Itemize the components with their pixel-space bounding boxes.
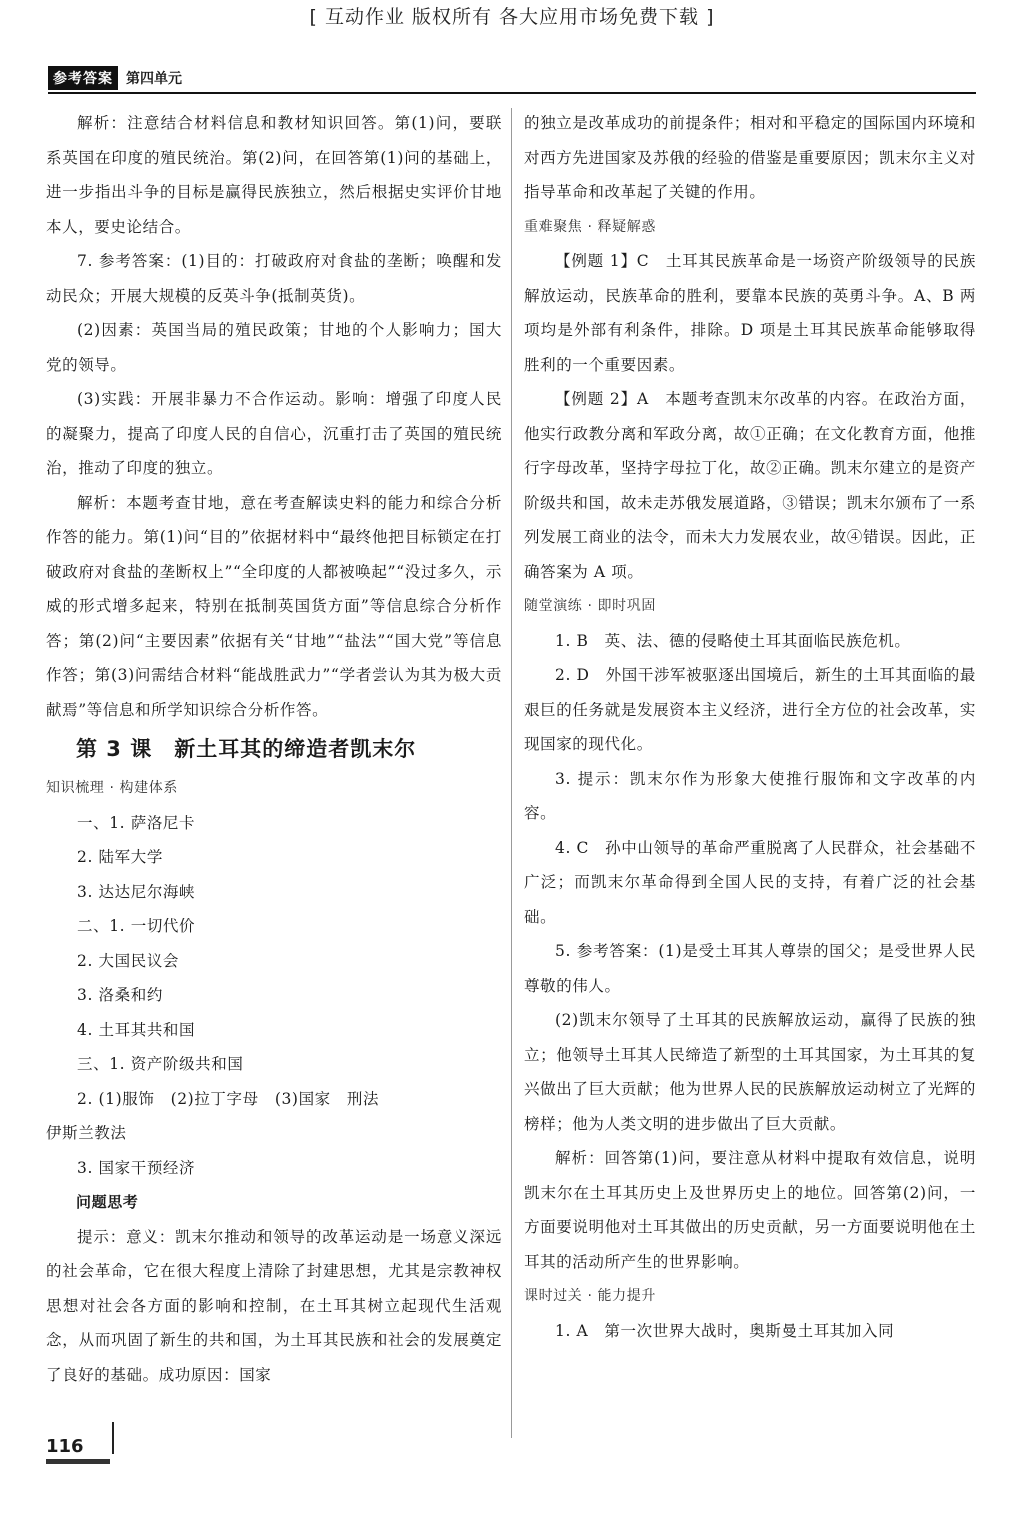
answer-item: 5. 参考答案：(1)是受土耳其人尊崇的国父；是受世界人民尊敬的伟人。 bbox=[524, 942, 976, 995]
subheading-question: 问题思考 bbox=[76, 1193, 139, 1211]
list-item: 三、1. 资产阶级共和国 bbox=[77, 1055, 244, 1073]
left-column bbox=[46, 106, 502, 1392]
answer-badge: 参考答案 bbox=[48, 66, 118, 90]
answer-7-part3: (3)实践：开展非暴力不合作运动。影响：增强了印度人民的凝聚力，提高了印度人民的自信心，沉重打击了英国的殖民统治，推动了印度的独立。 bbox=[46, 390, 502, 477]
list-item: 2. 大国民议会 bbox=[77, 951, 180, 970]
footer-tick bbox=[112, 1422, 114, 1454]
answer-item: 4. C 孙中山领导的革命严重脱离了人民群众，社会基础不广泛；而凯末尔革命得到全国人民的支持，有着广泛的社会基础。 bbox=[524, 838, 976, 926]
list-item: 3. 洛桑和约 bbox=[77, 986, 163, 1004]
column-divider bbox=[511, 108, 512, 1438]
answer-item: 1. A 第一次世界大战时，奥斯曼土耳其加入同 bbox=[555, 1321, 895, 1340]
analysis-paragraph-3: 解析：回答第(1)问，要注意从材料中提取有效信息，说明凯末尔在土耳其历史上及世界历史上的地位。回答第(2)问，一方面要说明他对土耳其做出的历史贡献，另一方面要说明他在土耳其的活动所产生的世界影响。 bbox=[524, 1149, 976, 1271]
analysis-paragraph-2: 解析：本题考查甘地，意在考查解读史料的能力和综合分析作答的能力。第(1)问“目的”依据材料中“最终他把目标锁定在打破政府对食盐的垄断权上”“全印度的人都被唤起”“没过多久，示威的形式增多起来，特别在抵制英国货方面”等信息综合分析作答；第(2)问“主要因素”依据有关“甘地”“盐法”“国大党”等信息作答；第(3)问需结合材料“能战胜武力”“学者尝认为其为极大贡献焉”等信息和所学知识综合分析作答。 bbox=[46, 493, 502, 719]
answer-7-part2: (2)因素：英国当局的殖民政策；甘地的个人影响力；国大党的领导。 bbox=[46, 321, 502, 374]
right-column bbox=[524, 106, 976, 1348]
list-item: 2. (1)服饰 (2)拉丁字母 (3)国家 刑法 bbox=[77, 1089, 380, 1108]
analysis-paragraph: 解析：注意结合材料信息和教材知识回答。第(1)问，要联系英国在印度的殖民统治。第(2)问，在回答第(1)问的基础上，进一步指出斗争的目标是赢得民族独立，然后根据史实评价甘地本人，要史论结合。 bbox=[46, 114, 502, 236]
page-number: 116 bbox=[46, 1436, 84, 1457]
example-1: 【例题 1】C 土耳其民族革命是一场资产阶级领导的民族解放运动，民族革命的胜利，要靠本民族的英勇斗争。A、B 两项均是外部有利条件，排除。D 项是土耳其民族革命能够取得胜利的一个重要因素。 bbox=[524, 252, 976, 374]
list-item: 4. 土耳其共和国 bbox=[77, 1020, 196, 1039]
section-header bbox=[48, 66, 182, 90]
section-test: 课时过关 · 能力提升 bbox=[524, 1288, 656, 1304]
section-focus: 重难聚焦 · 释疑解惑 bbox=[524, 218, 656, 235]
lesson-title: 第 3 课 新土耳其的缔造者凯末尔 bbox=[76, 737, 417, 761]
list-item: 3. 达达尼尔海峡 bbox=[77, 882, 196, 901]
section-practice: 随堂演练 · 即时巩固 bbox=[524, 598, 656, 614]
unit-label: 第四单元 bbox=[126, 71, 182, 87]
answer-item: 2. D 外国干涉军被驱逐出国境后，新生的土耳其面临的最艰巨的任务就是发展资本主义经济，进行全方位的社会改革，实现国家的现代化。 bbox=[524, 666, 976, 753]
footer-bar bbox=[46, 1459, 110, 1464]
continuation-paragraph: 的独立是改革成功的前提条件；相对和平稳定的国际国内环境和对西方先进国家及苏俄的经验的借鉴是重要原因；凯末尔主义对指导革命和改革起了关键的作用。 bbox=[524, 114, 976, 201]
hint-paragraph: 提示：意义：凯末尔推动和领导的改革运动是一场意义深远的社会革命，它在很大程度上清除了封建思想，尤其是宗教神权思想对社会各方面的影响和控制，在土耳其树立起现代生活观念，从而巩固了新生的共和国，为土耳其民族和社会的发展奠定了良好的基础。成功原因：国家 bbox=[46, 1227, 502, 1384]
header-rule bbox=[48, 92, 976, 94]
answer-item: 1. B 英、法、德的侵略使土耳其面临民族危机。 bbox=[555, 631, 911, 650]
footer bbox=[46, 1436, 110, 1464]
answer-item: (2)凯末尔领导了土耳其的民族解放运动，赢得了民族的独立；他领导土耳其人民缔造了新型的土耳其国家，为土耳其的复兴做出了巨大贡献；他为世界人民的民族解放运动树立了光辉的榜样；他为人类文明的进步做出了巨大贡献。 bbox=[524, 1011, 976, 1133]
list-item: 2. 陆军大学 bbox=[77, 848, 163, 866]
answer-7: 7. 参考答案：(1)目的：打破政府对食盐的垄断；唤醒和发动民众；开展大规模的反英斗争(抵制英货)。 bbox=[46, 252, 502, 305]
download-banner: [ 互动作业 版权所有 各大应用市场免费下载 ] bbox=[309, 6, 715, 28]
answer-item: 3. 提示：凯末尔作为形象大使推行服饰和文字改革的内容。 bbox=[524, 769, 976, 822]
list-item: 一、1. 萨洛尼卡 bbox=[77, 813, 196, 832]
example-2: 【例题 2】A 本题考查凯末尔改革的内容。在政治方面，他实行政教分离和军政分离，故①正确；在文化教育方面，他推行字母改革，坚持字母拉丁化，故②正确。凯末尔建立的是资产阶级共和国，故未走苏俄发展道路，③错误；凯末尔颁布了一系列发展工商业的法令，而未大力发展农业，故④错误。因此，正确答案为 A 项。 bbox=[524, 390, 976, 581]
list-item: 二、1. 一切代价 bbox=[77, 917, 196, 935]
list-item-continuation: 伊斯兰教法 bbox=[46, 1124, 127, 1142]
list-item: 3. 国家干预经济 bbox=[77, 1158, 196, 1177]
section-knowledge: 知识梳理 · 构建体系 bbox=[46, 780, 178, 796]
